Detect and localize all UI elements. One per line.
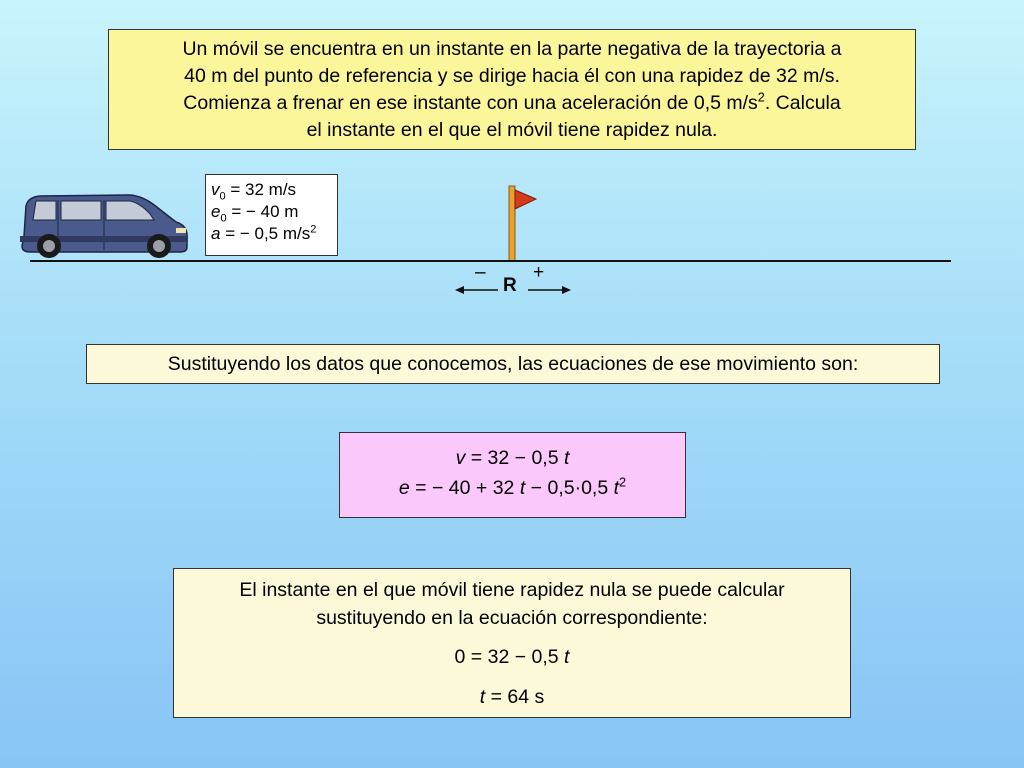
v0-sub: 0	[219, 190, 226, 203]
axis-minus-label: –	[475, 262, 486, 283]
solution-line-1: El instante en el que móvil tiene rapidez nula se puede calcular	[239, 579, 785, 601]
v0-row	[211, 179, 337, 201]
ground-line	[30, 260, 951, 262]
axis-plus-label: +	[533, 262, 545, 283]
problem-line-2: 40 m del punto de referencia y se dirige hacia él con una rapidez de 32 m/s.	[184, 65, 840, 87]
position-mid-2: − 0,5·0,5	[525, 477, 614, 499]
velocity-t: t	[564, 447, 570, 469]
result-value: = 64 s	[485, 686, 545, 708]
velocity-mid: = 32 − 0,5	[465, 447, 564, 469]
problem-line-3-text: Comienza a frenar en ese instante con una aceleración de 0,5 m/s	[183, 92, 758, 114]
problem-line-1: Un móvil se encuentra en un instante en la parte negativa de la trayectoria a	[182, 38, 842, 60]
solution-eq-t: t	[564, 646, 570, 668]
flag-icon	[500, 182, 540, 262]
reference-axis	[455, 262, 575, 298]
known-data-box	[205, 174, 338, 256]
a-row	[211, 223, 337, 245]
position-equation	[340, 473, 685, 503]
e0-rest: = − 40 m	[226, 202, 299, 221]
equations-box	[339, 432, 686, 518]
problem-line-3	[109, 90, 915, 117]
left-arrow-icon	[455, 284, 499, 296]
solution-box	[173, 568, 851, 718]
solution-eq-lead: 0 = 32 − 0,5	[454, 646, 565, 668]
velocity-equation	[340, 443, 685, 473]
position-mid-1: = − 40 + 32	[409, 477, 520, 499]
statement-box	[86, 344, 940, 384]
velocity-var: v	[455, 447, 466, 469]
e0-var: e	[211, 202, 221, 221]
problem-box	[108, 29, 916, 150]
v0-rest: = 32 m/s	[225, 180, 297, 199]
a-var: a	[211, 224, 221, 243]
solution-line-2: sustituyendo en la ecuación correspondiente:	[316, 607, 708, 629]
position-exponent: 2	[619, 475, 627, 490]
position-t-2: t	[613, 477, 620, 499]
right-arrow-icon	[527, 284, 571, 296]
axis-reference-label: R	[503, 275, 517, 296]
solution-equation	[174, 642, 850, 672]
problem-line-3-tail: . Calcula	[764, 92, 841, 114]
v0-var: v	[211, 180, 220, 199]
solution-result	[174, 682, 850, 712]
position-var: e	[398, 477, 410, 499]
e0-sub: 0	[220, 212, 227, 225]
position-t-1: t	[519, 477, 526, 499]
problem-line-4: el instante en el que el móvil tiene rapidez nula.	[306, 119, 718, 141]
e0-row	[211, 201, 337, 223]
van-icon	[18, 192, 190, 262]
result-t: t	[479, 686, 486, 708]
statement-text: Sustituyendo los datos que conocemos, las ecuaciones de ese movimiento son:	[167, 353, 859, 375]
a-sup: 2	[310, 223, 317, 236]
a-rest: = − 0,5 m/s	[220, 224, 311, 243]
problem-line-3-exponent: 2	[757, 90, 765, 105]
